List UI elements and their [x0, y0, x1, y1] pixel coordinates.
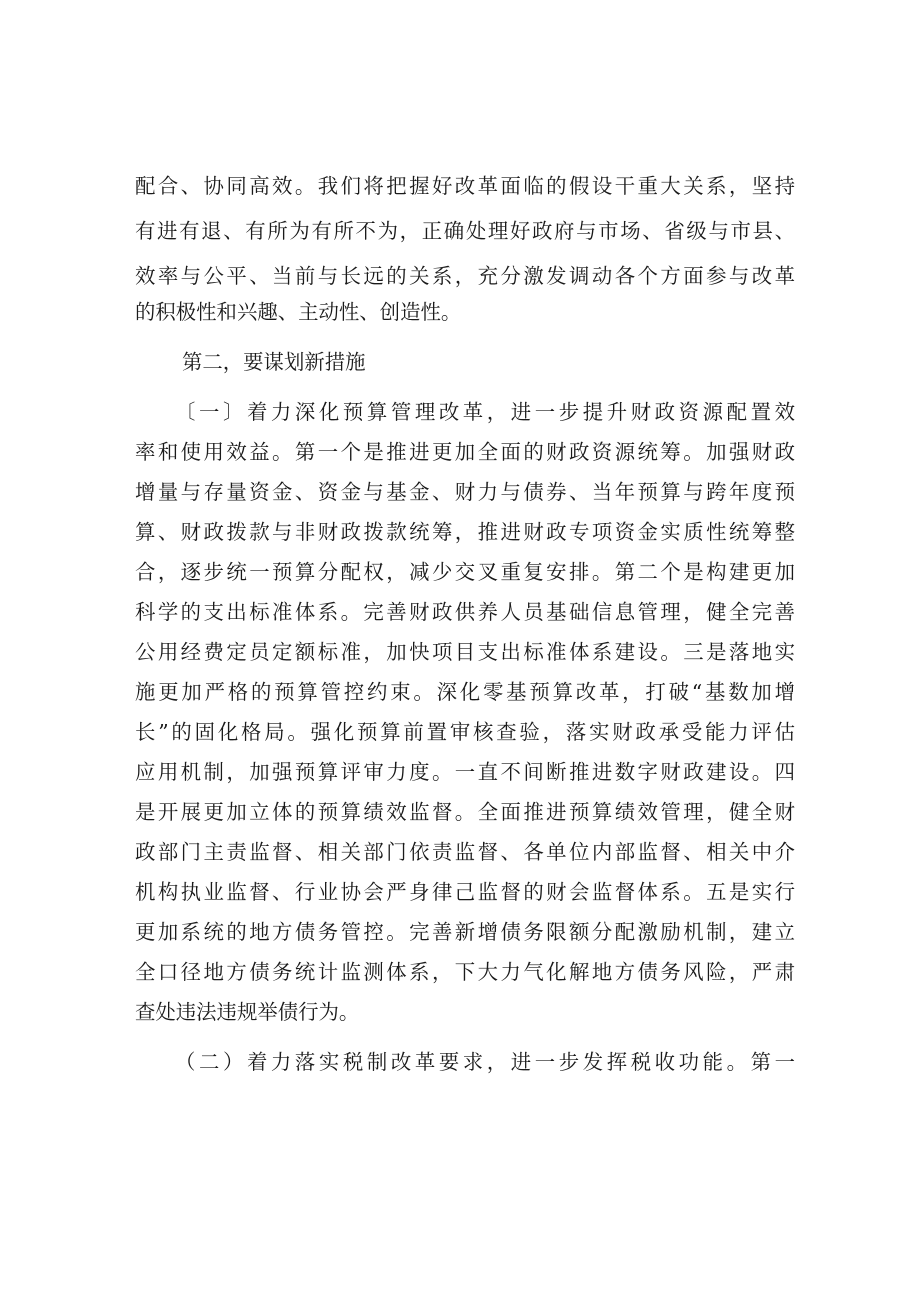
paragraph-3-line-16: 查处违法违规举债行为。 — [135, 1000, 360, 1024]
paragraph-3-line-12: 政部门主责监督、相关部门依责监督、各单位内部监督、相关中介 — [135, 840, 795, 864]
paragraph-3-line-1: 〔一〕着力深化预算管理改革，进一步提升财政资源配置效 — [175, 400, 795, 424]
paragraph-3-line-7: 公用经费定员定额标准，加快项目支出标准体系建设。三是落地实 — [135, 640, 795, 664]
paragraph-3-line-13: 机构执业监督、行业协会严身律己监督的财会监督体系。五是实行 — [135, 880, 795, 904]
paragraph-1-line-2: 有进有退、有所为有所不为，正确处理好政府与市场、省级与市县、 — [135, 219, 795, 243]
paragraph-3-line-14: 更加系统的地方债务管控。完善新增债务限额分配激励机制，建立 — [135, 920, 795, 944]
paragraph-3-line-5: 合，逐步统一预算分配权，减少交叉重复安排。第二个是构建更加 — [135, 560, 795, 584]
paragraph-3-line-4: 算、财政拨款与非财政拨款统筹，推进财政专项资金实质性统筹整 — [135, 520, 795, 544]
paragraph-3-line-2: 率和使用效益。第一个是推进更加全面的财政资源统筹。加强财政 — [135, 440, 795, 464]
paragraph-3-line-15: 全口径地方债务统计监测体系，下大力气化解地方债务风险，严肃 — [135, 960, 795, 984]
paragraph-3-line-10: 应用机制，加强预算评审力度。一直不间断推进数字财政建设。四 — [135, 760, 795, 784]
paragraph-3-line-11: 是开展更加立体的预算绩效监督。全面推进预算绩效管理，健全财 — [135, 800, 795, 824]
paragraph-3-line-9: 长”的固化格局。强化预算前置审核查验，落实财政承受能力评估 — [135, 720, 795, 744]
paragraph-1-line-3: 效率与公平、当前与长远的关系，充分激发调动各个方面参与改革 — [135, 264, 795, 288]
paragraph-3-line-8: 施更加严格的预算管控约束。深化零基预算改革，打破“基数加增 — [135, 680, 795, 704]
paragraph-1-line-1: 配合、协同高效。我们将把握好改革面临的假设干重大关系，坚持 — [135, 174, 795, 198]
paragraph-3-line-6: 科学的支出标准体系。完善财政供养人员基础信息管理，健全完善 — [135, 600, 795, 624]
paragraph-4-line-1: （二）着力落实税制改革要求，进一步发挥税收功能。第一 — [175, 1050, 795, 1074]
paragraph-3-line-3: 增量与存量资金、资金与基金、财力与债券、当年预算与跨年度预 — [135, 480, 795, 504]
paragraph-1-line-4: 的积极性和兴趣、主动性、创造性。 — [135, 300, 462, 324]
section-heading-second: 第二，要谋划新措施 — [182, 350, 366, 374]
